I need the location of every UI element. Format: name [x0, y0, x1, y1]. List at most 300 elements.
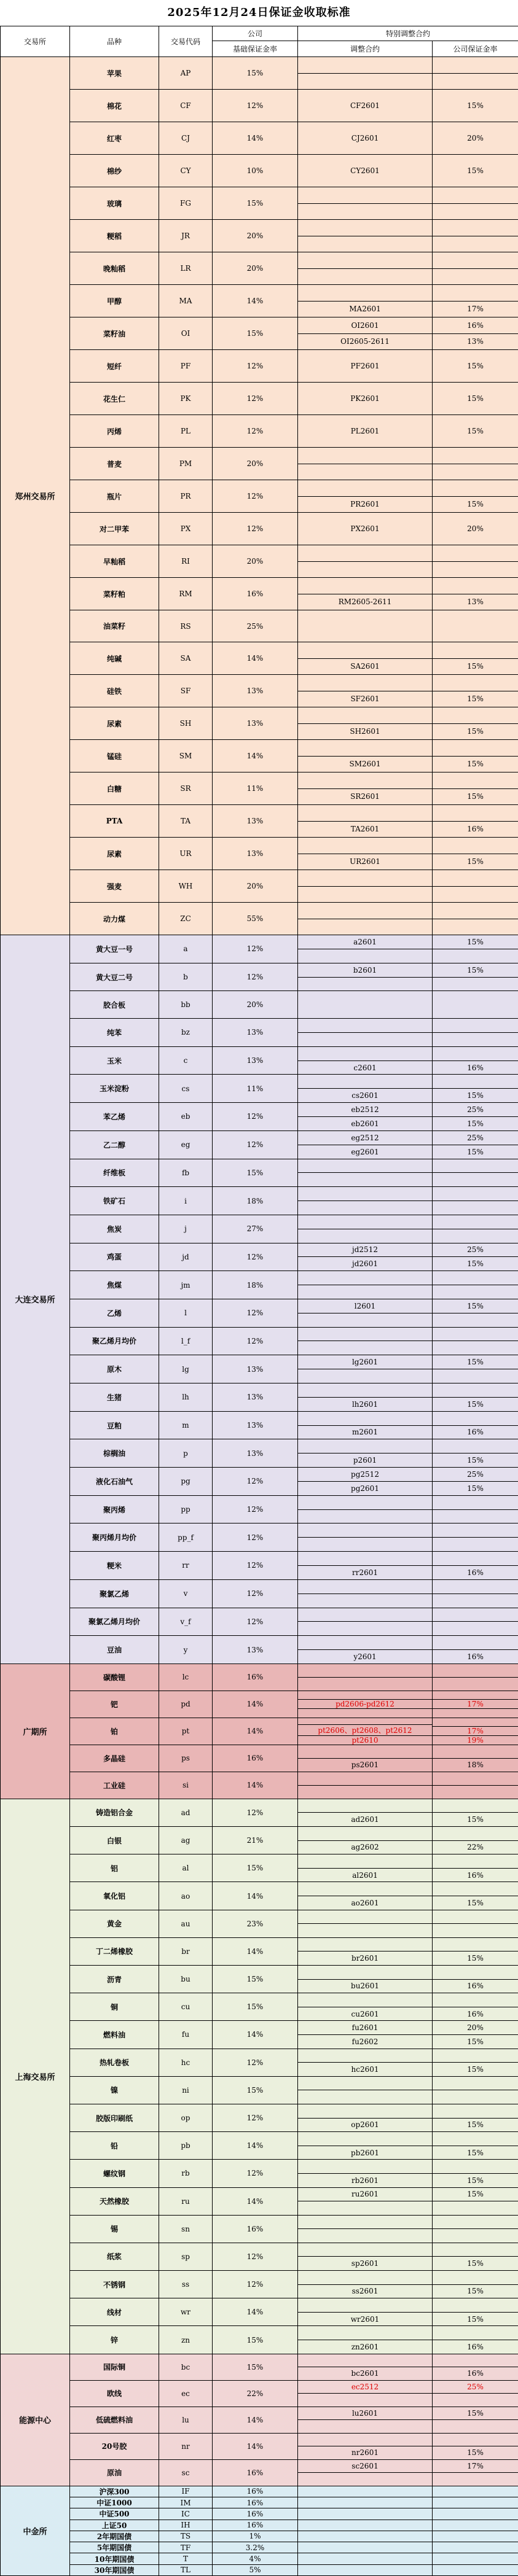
table-row — [1, 1159, 518, 1187]
contract-entry: m2601 — [298, 1425, 432, 1439]
product-cell: 镍 — [70, 2076, 159, 2104]
rate-entry — [433, 1523, 518, 1537]
contract-entry — [298, 2393, 432, 2407]
product-cell: 氧化铝 — [70, 1882, 159, 1910]
contract-entry: rb2601 — [298, 2173, 432, 2187]
company-rate-cell — [433, 57, 518, 90]
contract-entry — [298, 2326, 432, 2340]
contract-entry — [298, 285, 432, 301]
contract-entry — [298, 1537, 432, 1551]
contract-entry — [298, 2104, 432, 2118]
code-cell: ss — [159, 2271, 213, 2298]
rate-entry: 16% — [433, 2007, 518, 2021]
company-rate-cell — [433, 1718, 518, 1745]
adjusted-contract-cell — [298, 2187, 433, 2215]
code-cell: RI — [159, 545, 213, 578]
contract-entry — [298, 2160, 432, 2173]
contract-entry — [298, 919, 432, 935]
code-cell: zn — [159, 2326, 213, 2354]
base-rate-cell: 3.2% — [213, 2542, 298, 2553]
product-cell: 晚籼稻 — [70, 252, 159, 285]
rate-entry: 15% — [433, 854, 518, 870]
product-cell: 低硫燃料油 — [70, 2407, 159, 2433]
code-cell: al — [159, 1854, 213, 1882]
rate-entry: 15% — [433, 90, 518, 122]
rate-entry — [433, 57, 518, 73]
base-rate-cell: 16% — [213, 1664, 298, 1691]
adjusted-contract-cell — [298, 1215, 433, 1243]
contract-entry — [298, 1159, 432, 1173]
table-row — [1, 513, 518, 545]
contract-entry: OI2601 — [298, 317, 432, 333]
company-rate-cell — [433, 2497, 518, 2508]
adjusted-contract-cell — [298, 513, 433, 545]
contract-entry — [298, 1383, 432, 1397]
contract-entry — [298, 2090, 432, 2104]
code-cell: CY — [159, 155, 213, 187]
product-cell: 中证500 — [70, 2508, 159, 2520]
base-rate-cell: 12% — [213, 350, 298, 383]
product-cell: 锰硅 — [70, 740, 159, 772]
base-rate-cell: 10% — [213, 155, 298, 187]
contract-entry: CY2601 — [298, 155, 432, 187]
adjusted-contract-cell — [298, 1411, 433, 1439]
table-row — [1, 1411, 518, 1439]
contract-entry — [298, 1285, 432, 1299]
code-cell: sn — [159, 2215, 213, 2243]
rate-entry: 15% — [433, 658, 518, 675]
table-row — [1, 2021, 518, 2049]
rate-entry — [433, 1608, 518, 1622]
product-cell: 棉花 — [70, 90, 159, 122]
adjusted-contract-cell — [298, 1523, 433, 1552]
company-rate-cell — [433, 838, 518, 870]
code-cell: lu — [159, 2407, 213, 2433]
code-cell: cs — [159, 1075, 213, 1103]
table-row — [1, 2104, 518, 2131]
rate-entry: 15% — [433, 691, 518, 707]
contract-entry — [298, 1677, 432, 1691]
code-cell: l_f — [159, 1327, 213, 1355]
table-row — [1, 2407, 518, 2433]
rate-entry — [433, 919, 518, 935]
base-rate-cell: 15% — [213, 2354, 298, 2380]
table-row — [1, 1664, 518, 1691]
table-row — [1, 805, 518, 838]
table-row — [1, 1827, 518, 1854]
table-row — [1, 610, 518, 642]
adjusted-contract-cell — [298, 1552, 433, 1580]
rate-entry — [433, 838, 518, 854]
rate-entry — [433, 1664, 518, 1677]
code-cell: IM — [159, 2497, 213, 2508]
contract-entry: SA2601 — [298, 658, 432, 675]
base-rate-cell: 18% — [213, 1271, 298, 1299]
rate-entry: 15% — [433, 350, 518, 382]
exchange-cell: 能源中心 — [1, 2354, 70, 2486]
table-row — [1, 2243, 518, 2270]
adjusted-contract-cell — [298, 838, 433, 870]
company-rate-cell — [433, 870, 518, 903]
code-cell: rb — [159, 2160, 213, 2187]
adjusted-contract-cell — [298, 1579, 433, 1608]
contract-entry: b2601 — [298, 963, 432, 977]
table-row — [1, 122, 518, 155]
rate-entry — [433, 1691, 518, 1700]
contract-entry: zn2601 — [298, 2340, 432, 2354]
table-row — [1, 285, 518, 317]
rate-entry: 15% — [433, 756, 518, 772]
adjusted-contract-cell — [298, 1636, 433, 1664]
contract-entry — [298, 2354, 432, 2367]
product-cell: 聚氯乙烯 — [70, 1579, 159, 1608]
rate-entry: 15% — [433, 2034, 518, 2049]
code-cell: PR — [159, 480, 213, 513]
table-row — [1, 991, 518, 1019]
contract-entry — [298, 1827, 432, 1840]
rate-entry: 17% — [433, 1699, 518, 1708]
exchange-cell: 中金所 — [1, 2486, 70, 2575]
table-row — [1, 2187, 518, 2215]
base-rate-cell: 15% — [213, 57, 298, 90]
code-cell: fu — [159, 2021, 213, 2049]
base-rate-cell: 16% — [213, 578, 298, 610]
rate-entry — [433, 2298, 518, 2312]
product-cell: 纸浆 — [70, 2243, 159, 2270]
rate-entry — [433, 1827, 518, 1840]
adjusted-contract-cell — [298, 1664, 433, 1691]
table-row — [1, 1523, 518, 1552]
table-row — [1, 707, 518, 740]
adjusted-contract-cell — [298, 2160, 433, 2187]
rate-entry: 18% — [433, 1758, 518, 1772]
company-rate-cell — [433, 155, 518, 187]
product-cell: PTA — [70, 805, 159, 838]
rate-entry — [433, 480, 518, 496]
base-rate-cell: 12% — [213, 1327, 298, 1355]
product-cell: 线材 — [70, 2298, 159, 2326]
contract-entry — [298, 561, 432, 578]
rate-entry — [433, 1938, 518, 1951]
table-row — [1, 1854, 518, 1882]
company-rate-cell — [433, 2243, 518, 2270]
table-row — [1, 578, 518, 610]
product-cell: 上证50 — [70, 2520, 159, 2531]
company-rate-cell — [433, 1103, 518, 1131]
company-rate-cell — [433, 1664, 518, 1691]
contract-entry: fu2601 — [298, 2021, 432, 2034]
product-cell: 不锈钢 — [70, 2271, 159, 2298]
company-rate-cell — [433, 2508, 518, 2520]
rate-entry — [433, 1785, 518, 1799]
product-cell: 中证1000 — [70, 2497, 159, 2508]
table-row — [1, 415, 518, 448]
contract-entry: cs2601 — [298, 1088, 432, 1102]
adjusted-contract-cell — [298, 122, 433, 155]
contract-entry — [298, 1509, 432, 1523]
adjusted-contract-cell — [298, 1075, 433, 1103]
table-row — [1, 1718, 518, 1745]
exchange-cell: 郑州交易所 — [1, 57, 70, 935]
code-cell: si — [159, 1772, 213, 1799]
code-cell: pb — [159, 2132, 213, 2160]
rate-entry: 16% — [433, 1868, 518, 1882]
adjusted-contract-cell — [298, 2459, 433, 2486]
contract-entry: pt2606、pt2608、pt2612 — [298, 1724, 432, 1735]
adjusted-contract-cell — [298, 2326, 433, 2354]
code-cell: UR — [159, 838, 213, 870]
product-cell: 乙二醇 — [70, 1130, 159, 1159]
adjusted-contract-cell — [298, 870, 433, 903]
table-row — [1, 1910, 518, 1937]
contract-entry — [298, 1172, 432, 1186]
product-cell: 5年期国债 — [70, 2542, 159, 2553]
product-cell: 硅铁 — [70, 675, 159, 707]
rate-entry — [433, 1708, 518, 1718]
rate-entry: 15% — [433, 1453, 518, 1467]
contract-entry — [298, 73, 432, 90]
rate-entry: 15% — [433, 935, 518, 949]
base-rate-cell: 12% — [213, 1799, 298, 1826]
contract-entry: pd2606-pd2612 — [298, 1699, 432, 1708]
company-rate-cell — [433, 642, 518, 675]
company-rate-cell — [433, 1772, 518, 1799]
rate-entry: 13% — [433, 333, 518, 350]
adjusted-contract-cell — [298, 2076, 433, 2104]
contract-entry: sp2601 — [298, 2256, 432, 2270]
code-cell: MA — [159, 285, 213, 317]
adjusted-contract-cell — [298, 317, 433, 350]
rate-entry — [433, 1271, 518, 1285]
code-cell: pt — [159, 1718, 213, 1745]
rate-entry — [433, 2132, 518, 2146]
company-rate-cell — [433, 2298, 518, 2326]
contract-entry — [298, 1369, 432, 1383]
table-row — [1, 1075, 518, 1103]
code-cell: bz — [159, 1019, 213, 1047]
contract-entry — [298, 268, 432, 285]
company-rate-cell — [433, 1523, 518, 1552]
contract-entry: al2601 — [298, 1868, 432, 1882]
contract-entry — [298, 1187, 432, 1200]
base-rate-cell: 1% — [213, 2531, 298, 2542]
rate-entry: 15% — [433, 155, 518, 187]
code-cell: pp — [159, 1495, 213, 1523]
rate-entry — [433, 2216, 518, 2229]
product-cell: 胶版印刷纸 — [70, 2104, 159, 2131]
adjusted-contract-cell — [298, 2021, 433, 2049]
rate-entry — [433, 977, 518, 991]
product-cell: 热轧卷板 — [70, 2049, 159, 2076]
base-rate-cell: 13% — [213, 838, 298, 870]
adjusted-contract-cell — [298, 2380, 433, 2407]
base-rate-cell: 14% — [213, 740, 298, 772]
base-rate-cell: 12% — [213, 1468, 298, 1496]
rate-entry — [433, 1772, 518, 1785]
product-cell: 钯 — [70, 1691, 159, 1718]
code-cell: l — [159, 1299, 213, 1327]
rate-entry: 25% — [433, 1243, 518, 1257]
table-row — [1, 1271, 518, 1299]
rate-entry — [433, 268, 518, 285]
company-rate-cell — [433, 2553, 518, 2564]
contract-entry: ag2602 — [298, 1840, 432, 1854]
contract-entry: pb2601 — [298, 2146, 432, 2160]
code-cell: ni — [159, 2076, 213, 2104]
base-rate-cell: 18% — [213, 1187, 298, 1215]
rate-entry: 16% — [433, 1979, 518, 1993]
code-cell: AP — [159, 57, 213, 90]
rate-entry — [433, 1187, 518, 1200]
contract-entry — [298, 1664, 432, 1677]
contract-entry: PK2601 — [298, 383, 432, 414]
base-rate-cell: 13% — [213, 1636, 298, 1664]
company-rate-cell — [433, 2132, 518, 2160]
product-cell: 豆油 — [70, 1636, 159, 1664]
base-rate-cell: 11% — [213, 1075, 298, 1103]
rate-entry: 15% — [433, 1145, 518, 1159]
contract-entry — [298, 236, 432, 252]
company-rate-cell — [433, 1966, 518, 1993]
table-row — [1, 1966, 518, 1993]
contract-entry: ps2601 — [298, 1758, 432, 1772]
table-row — [1, 220, 518, 252]
adjusted-contract-cell — [298, 772, 433, 805]
company-rate-cell — [433, 383, 518, 415]
table-row — [1, 545, 518, 578]
page-title: 2025年12月24日保证金收取标准 — [0, 0, 518, 26]
rate-entry: 15% — [433, 1116, 518, 1130]
company-rate-cell — [433, 1271, 518, 1299]
code-cell: CJ — [159, 122, 213, 155]
adjusted-contract-cell — [298, 1910, 433, 1937]
rate-entry — [433, 1636, 518, 1649]
adjusted-contract-cell — [298, 2407, 433, 2433]
adjusted-contract-cell — [298, 2433, 433, 2459]
code-cell: bu — [159, 1966, 213, 1993]
adjusted-contract-cell — [298, 707, 433, 740]
base-rate-cell: 12% — [213, 2271, 298, 2298]
product-cell: 玻璃 — [70, 187, 159, 220]
rate-entry: 25% — [433, 2381, 518, 2394]
adjusted-contract-cell — [298, 1745, 433, 1772]
base-rate-cell: 12% — [213, 415, 298, 448]
contract-entry — [298, 675, 432, 691]
code-cell: PK — [159, 383, 213, 415]
base-rate-cell: 12% — [213, 2243, 298, 2270]
adjusted-contract-cell — [298, 610, 433, 642]
product-cell: 菜籽油 — [70, 317, 159, 350]
code-cell: cu — [159, 1993, 213, 2021]
rate-entry — [433, 1621, 518, 1635]
contract-entry — [298, 187, 432, 203]
code-cell: b — [159, 963, 213, 991]
header-contract: 调整合约 — [298, 41, 433, 57]
base-rate-cell: 13% — [213, 1383, 298, 1412]
base-rate-cell: 14% — [213, 2021, 298, 2049]
code-cell: JR — [159, 220, 213, 252]
code-cell: ad — [159, 1799, 213, 1826]
contract-entry: ss2601 — [298, 2284, 432, 2298]
code-cell: y — [159, 1636, 213, 1664]
rate-entry: 17% — [433, 2460, 518, 2473]
adjusted-contract-cell — [298, 1937, 433, 1965]
company-rate-cell — [433, 2520, 518, 2531]
company-rate-cell — [433, 545, 518, 578]
contract-entry — [298, 740, 432, 756]
company-rate-cell — [433, 1636, 518, 1664]
contract-entry: ru2601 — [298, 2188, 432, 2201]
contract-entry: PL2601 — [298, 415, 432, 447]
rate-entry: 15% — [433, 1896, 518, 1910]
rate-entry: 15% — [433, 496, 518, 513]
contract-entry — [298, 1200, 432, 1215]
rate-entry: 15% — [433, 1481, 518, 1495]
table-row — [1, 1468, 518, 1496]
table-row — [1, 963, 518, 991]
contract-entry — [298, 1938, 432, 1951]
company-rate-cell — [433, 2486, 518, 2497]
rate-entry — [433, 1032, 518, 1046]
company-rate-cell — [433, 2160, 518, 2187]
rate-entry — [433, 1075, 518, 1088]
contract-entry — [298, 1708, 432, 1718]
table-row — [1, 1019, 518, 1047]
contract-entry: hc2601 — [298, 2062, 432, 2076]
base-rate-cell: 12% — [213, 2104, 298, 2131]
code-cell: SM — [159, 740, 213, 772]
product-cell: 白银 — [70, 1827, 159, 1854]
product-cell: 燃料油 — [70, 2021, 159, 2049]
company-rate-cell — [433, 252, 518, 285]
company-rate-cell — [433, 90, 518, 122]
table-row — [1, 2132, 518, 2160]
code-cell: eg — [159, 1130, 213, 1159]
base-rate-cell: 12% — [213, 1523, 298, 1552]
rate-entry: 15% — [433, 2062, 518, 2076]
adjusted-contract-cell — [298, 1799, 433, 1826]
base-rate-cell: 21% — [213, 1827, 298, 1854]
contract-entry: a2601 — [298, 935, 432, 949]
company-rate-cell — [433, 935, 518, 963]
base-rate-cell: 15% — [213, 1854, 298, 1882]
code-cell: bc — [159, 2354, 213, 2380]
rate-entry — [433, 740, 518, 756]
rate-entry — [433, 1923, 518, 1937]
table-row — [1, 1608, 518, 1636]
contract-entry — [298, 545, 432, 561]
company-rate-cell — [433, 1243, 518, 1271]
company-rate-cell — [433, 220, 518, 252]
company-rate-cell — [433, 480, 518, 513]
contract-entry: eg2512 — [298, 1131, 432, 1145]
contract-entry: p2601 — [298, 1453, 432, 1467]
code-cell: TA — [159, 805, 213, 838]
contract-entry: rr2601 — [298, 1565, 432, 1579]
code-cell: TL — [159, 2564, 213, 2575]
rate-entry — [433, 2472, 518, 2486]
base-rate-cell: 16% — [213, 2215, 298, 2243]
rate-entry — [433, 1285, 518, 1299]
contract-entry — [298, 1019, 432, 1032]
table-row — [1, 2497, 518, 2508]
company-rate-cell — [433, 578, 518, 610]
product-cell: 聚乙烯月均价 — [70, 1327, 159, 1355]
product-cell: 锌 — [70, 2326, 159, 2354]
table-row — [1, 383, 518, 415]
company-rate-cell — [433, 2407, 518, 2433]
contract-entry: lu2601 — [298, 2407, 432, 2420]
